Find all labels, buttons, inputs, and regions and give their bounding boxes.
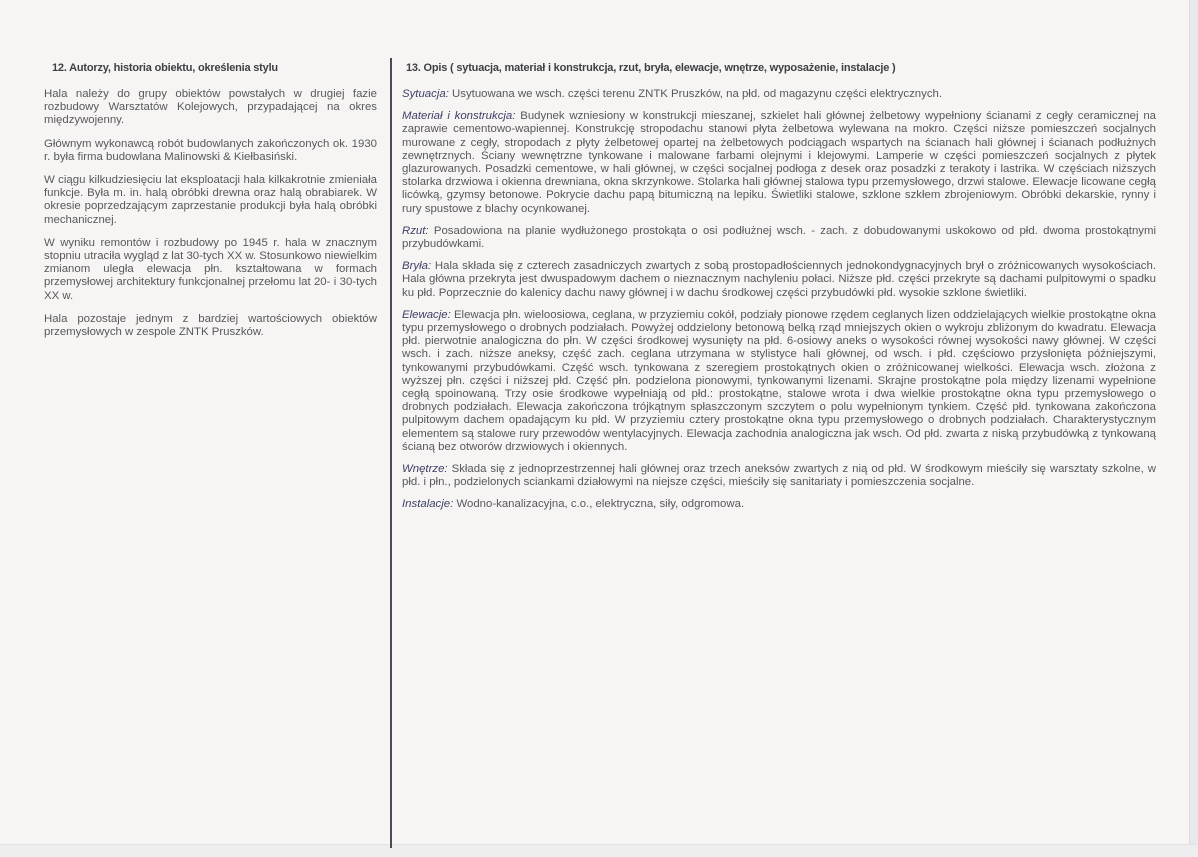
right-column	[402, 58, 1156, 521]
section-label: Bryła:	[402, 260, 432, 273]
history-paragraph: Głównym wykonawcą robót budowlanych zakończonych ok. 1930 r. była firma budowlana Malinowski & Kiełbasiński.	[44, 137, 377, 163]
section-text: Posadowiona na planie wydłużonego prostokąta o osi podłużnej wsch. - zach. z dobudowanymi uskokowo od płd. dwoma prostokątnymi przybudówkami.	[402, 224, 1156, 251]
section-13-heading: 13. Opis ( sytuacja, materiał i konstrukcja, rzut, bryła, elewacje, wnętrze, wyposażenie, instalacje )	[406, 62, 896, 74]
description-elewacje	[402, 309, 1156, 454]
description-instalacje	[402, 498, 1156, 511]
section-text: Budynek wzniesiony w konstrukcji mieszanej, szkielet hali głównej żelbetowy wypełniony ścianami z cegły ceramicznej na zaprawie cementowo-wapiennej. Konstrukcję stropodachu stanowi płyta żelbetowa wylewana na mokro. Części niższe pomieszczeń socjalnych murowane z cegły, stropodach z płyty żelbetowej opartej na żelbetowych podciągach wspartych na ścianach hali głównej i ścianach podłużnych zewnętrznych. Ściany wewnętrzne tynkowane i malowane farbami olejnymi i klejowymi. Lamperie w części pomieszczeń socjalnych z płytek glazurowanych. Posadzki cementowe, w hali głównej, w części socjalnej podłoga z desek oraz posadzki z terakoty i lastrika. W częściach niższych stolarka drzwiowa i okienna drewniana, okna skrzynkowe. Stolarka hali głównej stalowa typu przemysłowego, drzwi stalowe. Elewacje licowane cegłą licówką, gzymsy betonowe. Pokrycie dachu papą bitumiczną na lepiku. Świetliki stalowe, szklone szkłem zbrojeniowym. Obróbki dekarskie, rynny i rury spustowe z blachy ocynkowanej.	[402, 110, 1156, 215]
section-text: Hala składa się z czterech zasadniczych zwartych z sobą prostopadłościennych jednokondygnacyjnych brył o zróżnicowanych wysokościach. Hala główna przekryta jest dwuspadowym dachem o nieznacznym nachyleniu połaci. Niższe płd. części przekryte są dachami pulpitowymi o spadku ku płd. Poprzecznie do kalenicy dachu nawy głównej i w dachu środkowej części przybudówki płd. wysokie szklone świetliki.	[402, 260, 1156, 299]
history-paragraph: Hala należy do grupy obiektów powstałych w drugiej fazie rozbudowy Warsztatów Kolejowych, przypadającej na okres międzywojenny.	[44, 88, 377, 127]
history-paragraph: W ciągu kilkudziesięciu lat eksploatacji hala kilkakrotnie zmieniała funkcje. Była m. in. halą obróbki drewna oraz halą obrabiarek. W okresie poprzedzającym zaprzestanie produkcji była halą obróbki mechanicznej.	[44, 174, 377, 226]
section-12-heading: 12. Autorzy, historia obiektu, określenia stylu	[52, 62, 278, 74]
section-text: Składa się z jednoprzestrzennej hali głównej oraz trzech aneksów zwartych z nią od płd. W środkowym mieściły się warsztaty szkolne, w płd. i płn., podzielonych sciankami działowymi na niejsze części, mieściły się sanitariaty i pomieszczenia socjalne.	[402, 463, 1156, 489]
description-sytuacja	[402, 88, 1156, 101]
description-rzut	[402, 225, 1156, 251]
description-material	[402, 110, 1156, 216]
section-label: Rzut:	[402, 224, 429, 237]
history-paragraph: W wyniku remontów i rozbudowy po 1945 r. hala w znacznym stopniu utraciła wygląd z lat 30-tych XX w. Stosunkowo niewielkim zmianom uległa elewacja płn. kształtowana w formach przemysłowej architektury funkcjonalnej przełomu lat 20- i 30-tych XX w.	[44, 236, 378, 302]
description-bryla	[402, 260, 1156, 300]
section-label: Sytuacja:	[402, 88, 449, 100]
page-edge-bottom	[0, 844, 1198, 857]
section-label: Materiał i konstrukcja:	[402, 110, 516, 123]
section-text: Usytuowana we wsch. części terenu ZNTK Pruszków, na płd. od magazynu części elektrycznych.	[452, 88, 943, 100]
section-label: Instalacje:	[402, 498, 454, 511]
section-label: Elewacje:	[402, 308, 451, 321]
section-text: Elewacja płn. wieloosiowa, ceglana, w przyziemiu cokół, podziały pionowe rzędem ceglanych lizen oddzielających wielkie prostokątne okna typu przemysłowego o drobnych podziałach. Powyżej oddzielony betonową belką rząd mniejszych okien o wykroju zbliżonym do kwadratu. Elewacja płd. pierwotnie analogiczna do płn. W części środkowej wysunięty na płd. 6-osiowy aneks o wysokości równej wysokości nawy głównej. W części wsch. i zach. niższe aneksy, część zach. ceglana utrzymana w stylistyce hali głównej, od wsch. i płd. częściowo przysłonięta późniejszymi, tynkowanymi przybudówkami. Część wsch. tynkowana z szeregiem prostokątnych okien o zróżnicowanej wielkości. Elewacja wsch. złożona z wyższej płn. części i niższej płd. Część płn. podzielona pionowymi, tynkowanymi lizenami. Skrajne prostokątne pola między lizenami wypełnione cegłą spoinowaną. Trzy osie środkowe wypełniają od płd.: prostokątne, stalowe wrota i dwa wielkie prostokątne okna typu przemysłowego o drobnych podziałach. Elewacja zakończona trójkątnym spłaszczonym szczytem o polu wypełnionym tynkiem. Część płd. tynkowana zakończona pulpitowym dachem opadającym ku płd. W przyziemiu cztery prostokątne okna typu przemysłowego o drobnych podziałach. Charakterystycznym elementem są stalowe rury przewodów wentylacyjnych. Elewacja zachodnia analogiczna jak wsch. Od płd. zwarta z niską przybudówką z tynkowaną ścianą bez otworów drzwiowych i okiennych.	[402, 308, 1156, 453]
history-paragraph: Hala pozostaje jednym z bardziej wartościowych obiektów przemysłowych w zespole ZNTK Pruszków.	[44, 312, 377, 339]
page-edge-right	[1189, 0, 1198, 857]
section-text: Wodno-kanalizacyjna, c.o., elektryczna, siły, odgromowa.	[456, 498, 745, 511]
left-column	[44, 58, 377, 349]
description-wnetrze	[402, 463, 1156, 489]
column-divider	[390, 58, 392, 848]
section-label: Wnętrze:	[402, 463, 448, 476]
